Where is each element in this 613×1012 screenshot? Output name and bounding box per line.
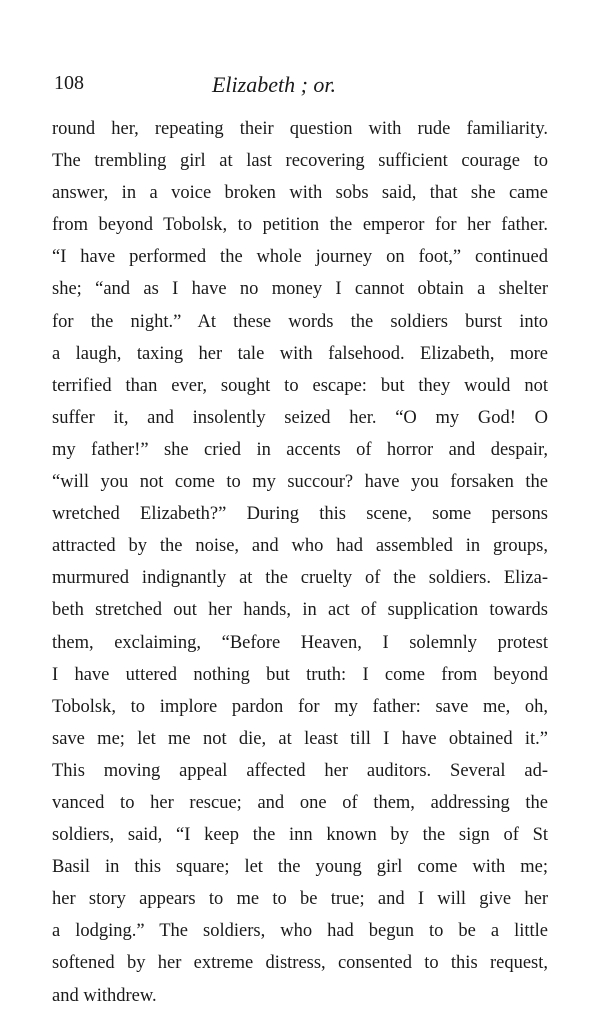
text-line: “will you not come to my succour? have you forsaken the <box>52 472 548 493</box>
text-line: “I have performed the whole journey on foot,” continued <box>52 247 548 268</box>
text-line: This moving appeal affected her auditors. Several ad- <box>52 760 548 781</box>
text-line: a lodging.” The soldiers, who had begun to be a little <box>52 921 548 942</box>
text-line: save me; let me not die, at least till I have obtained it.” <box>52 728 548 749</box>
text-line: softened by her extreme distress, consented to this request, <box>52 953 548 974</box>
text-line: Tobolsk, to implore pardon for my father: save me, oh, <box>52 696 548 717</box>
text-line: round her, repeating their question with rude familiarity. <box>52 119 548 139</box>
running-title: Elizabeth ; or. <box>211 72 337 97</box>
text-line: attracted by the noise, and who had assembled in groups, <box>52 536 548 557</box>
text-line: answer, in a voice broken with sobs said, that she came <box>52 183 548 204</box>
text-line: beth stretched out her hands, in act of supplication towards <box>52 600 548 621</box>
text-line: murmured indignantly at the cruelty of the soldiers. Eliza- <box>52 568 548 589</box>
text-line: from beyond Tobolsk, to petition the emperor for her father. <box>52 215 548 236</box>
text-line: a laugh, taxing her tale with falsehood. Elizabeth, more <box>52 343 548 364</box>
text-line: suffer it, and insolently seized her. “O my God! O <box>52 407 548 428</box>
text-line: The trembling girl at last recovering sufficient courage to <box>52 151 548 172</box>
text-line: terrified than ever, sought to escape: but they would not <box>52 375 548 396</box>
text-line: vanced to her rescue; and one of them, addressing the <box>52 792 548 813</box>
text-line: her story appears to me to be true; and I will give her <box>52 889 548 910</box>
text-line: and withdrew. <box>52 985 157 1006</box>
text-line: she; “and as I have no money I cannot obtain a shelter <box>52 279 548 300</box>
text-line: my father!” she cried in accents of horror and despair, <box>52 439 548 460</box>
page-header <box>54 72 554 102</box>
text-line: I have uttered nothing but truth: I come from beyond <box>52 664 548 685</box>
text-line: for the night.” At these words the soldiers burst into <box>52 311 548 332</box>
page-number: 108 <box>54 72 84 94</box>
text-line: wretched Elizabeth?” During this scene, some persons <box>52 504 548 525</box>
text-line: Basil in this square; let the young girl come with me; <box>52 857 548 878</box>
body-text <box>52 113 548 1012</box>
text-line: soldiers, said, “I keep the inn known by the sign of St <box>52 825 548 846</box>
text-line: them, exclaiming, “Before Heaven, I solemnly protest <box>52 632 548 653</box>
